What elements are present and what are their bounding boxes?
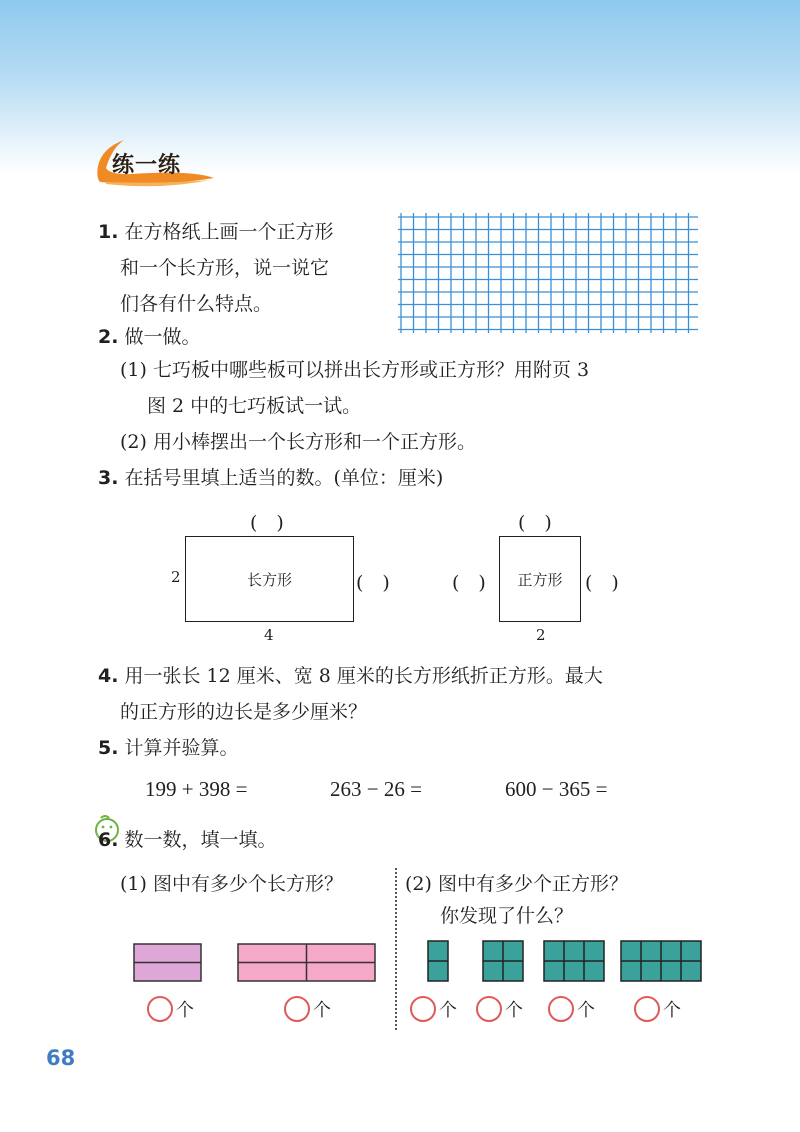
answer-circle[interactable] [476, 996, 502, 1022]
answer-slot-2[interactable] [284, 996, 331, 1022]
q6-part2-line-2: 你发现了什么？ [440, 905, 574, 927]
equation-2: 263 − 26 = [330, 777, 422, 801]
unit-label: 个 [313, 1000, 331, 1021]
rect-left-length: 2 [171, 568, 181, 586]
q3-number: 3. [98, 467, 119, 489]
rect-right-blank[interactable]: ( ) [356, 572, 390, 594]
q3-title: 在括号里填上适当的数。(单位：厘米) [124, 467, 444, 489]
teal-square-figure-2 [482, 940, 526, 984]
square-left-blank[interactable]: ( ) [452, 572, 486, 594]
grid-paper [398, 213, 698, 333]
rectangle-label: 长方形 [246, 571, 292, 589]
pink-rect-figure-2 [237, 943, 377, 983]
answer-circle[interactable] [284, 996, 310, 1022]
answer-slot-4[interactable] [476, 996, 523, 1022]
q1-line-1 [98, 220, 334, 244]
q2-title-line [98, 325, 201, 349]
q4-number: 4. [98, 665, 119, 687]
answer-slot-3[interactable] [410, 996, 457, 1022]
pink-rect-figure-1 [133, 943, 203, 983]
square-top-blank[interactable]: ( ) [518, 512, 552, 534]
answer-slot-1[interactable] [147, 996, 194, 1022]
q6-part2-line-1: (2) 图中有多少个正方形？ [405, 873, 628, 895]
square-right-blank[interactable]: ( ) [585, 572, 619, 594]
teal-square-figure-1 [427, 940, 451, 984]
unit-label: 个 [663, 1000, 681, 1021]
answer-circle[interactable] [548, 996, 574, 1022]
answer-slot-6[interactable] [634, 996, 681, 1022]
q2-sub1-line-1: (1) 七巧板中哪些板可以拼出长方形或正方形？用附页 3 [120, 359, 590, 381]
q2-sub2: (2) 用小棒摆出一个长方形和一个正方形。 [120, 431, 476, 453]
answer-slot-5[interactable] [548, 996, 595, 1022]
q4-line-1 [98, 664, 603, 688]
page-number: 68 [46, 1046, 76, 1070]
teal-square-figure-4 [620, 940, 704, 984]
q5-title: 计算并验算。 [124, 737, 239, 759]
rect-bottom-length: 4 [264, 626, 274, 644]
equation-3: 600 − 365 = [505, 777, 608, 801]
q6-part1: (1) 图中有多少个长方形？ [120, 873, 343, 895]
square-bottom-length: 2 [536, 626, 546, 644]
unit-label: 个 [176, 1000, 194, 1021]
q6-title-line [98, 828, 277, 852]
q6-number: 6. [98, 829, 119, 851]
q2-number: 2. [98, 326, 119, 348]
unit-label: 个 [439, 1000, 457, 1021]
q5-number: 5. [98, 737, 119, 759]
rectangle-figure [185, 536, 354, 622]
q6-title: 数一数，填一填。 [124, 829, 277, 851]
q1-text-1: 在方格纸上画一个正方形 [124, 221, 334, 243]
unit-label: 个 [505, 1000, 523, 1021]
answer-circle[interactable] [410, 996, 436, 1022]
answer-circle[interactable] [147, 996, 173, 1022]
section-title: 练一练 [112, 153, 182, 178]
q2-title: 做一做。 [124, 326, 201, 348]
answer-circle[interactable] [634, 996, 660, 1022]
dotted-divider [395, 868, 397, 1030]
q4-text-2: 的正方形的边长是多少厘米？ [120, 701, 368, 723]
square-label: 正方形 [517, 571, 563, 589]
q4-text-1: 用一张长 12 厘米、宽 8 厘米的长方形纸折正方形。最大 [124, 665, 603, 687]
q5-title-line [98, 736, 239, 760]
q2-sub1-line-2: 图 2 中的七巧板试一试。 [147, 395, 362, 417]
q3-title-line [98, 466, 443, 490]
unit-label: 个 [577, 1000, 595, 1021]
square-figure [499, 536, 581, 622]
q1-number: 1. [98, 221, 119, 243]
teal-square-figure-3 [543, 940, 607, 984]
q1-text-3: 们各有什么特点。 [120, 293, 273, 315]
section-header [92, 138, 217, 188]
equation-1: 199 + 398 = [145, 777, 248, 801]
rect-top-blank[interactable]: ( ) [250, 512, 284, 534]
q1-text-2: 和一个长方形，说一说它 [120, 257, 330, 279]
